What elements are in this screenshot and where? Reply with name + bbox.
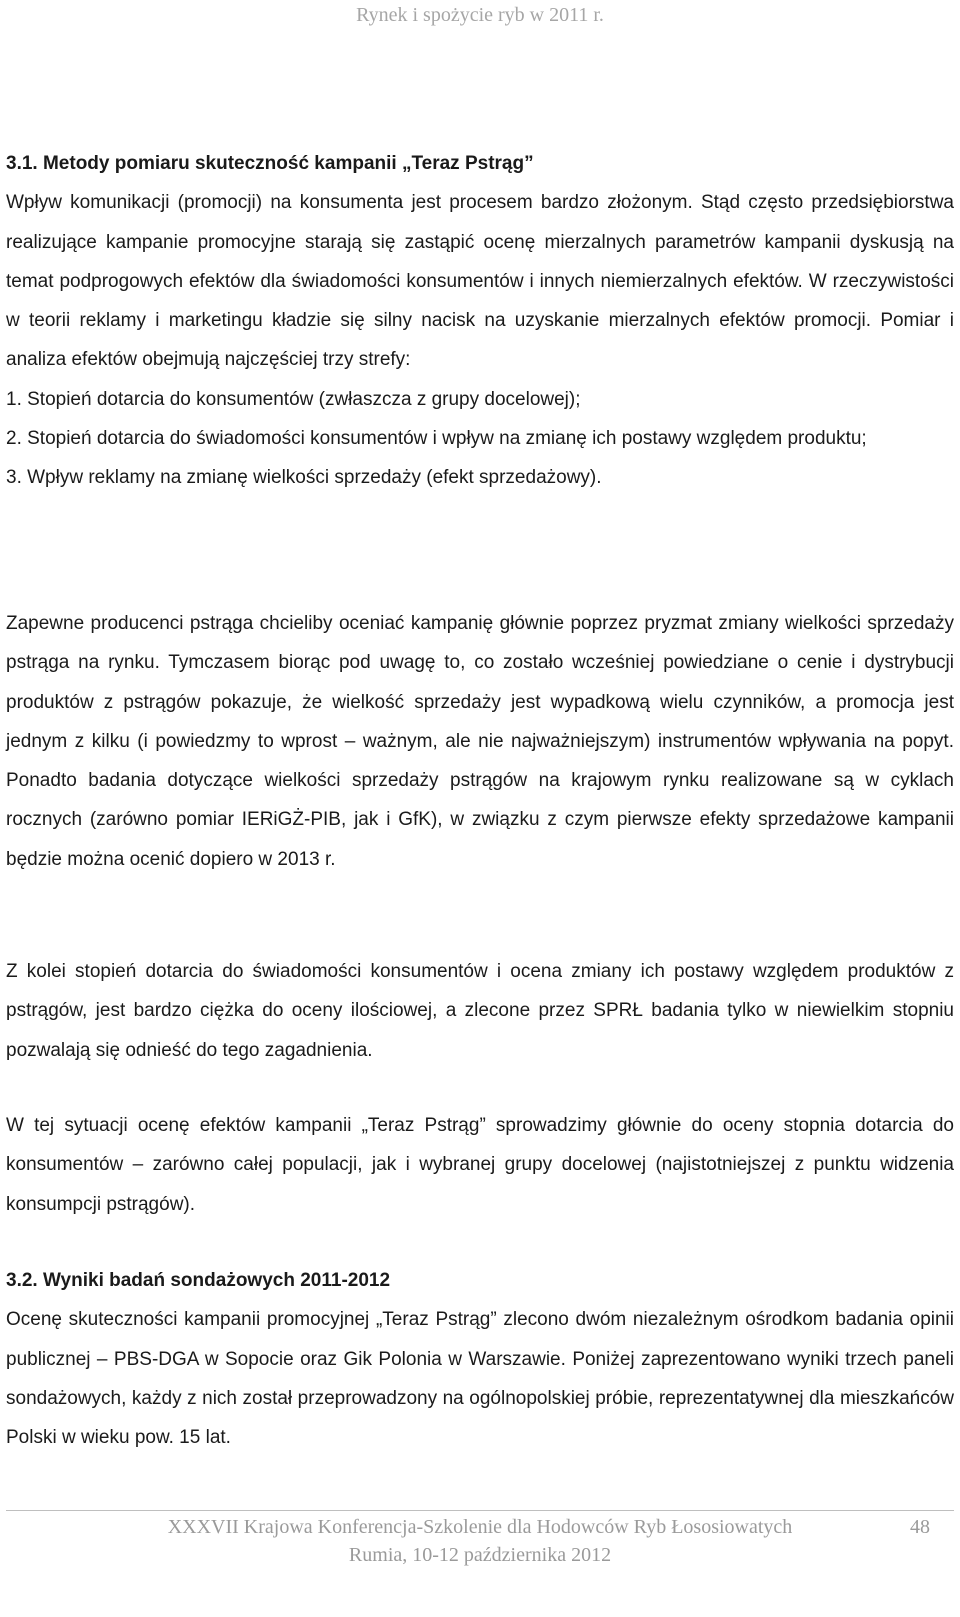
paragraph-text: Z kolei stopień dotarcia do świadomości konsumentów i ocena zmiany ich postawy względem produktów z pstrągów, jest bardzo ciężka do oceny ilościowej, a zlecone przez SPRŁ badania tylko w niewielkim stopniu pozwalają się odnieść do tego zagadnienia. (6, 961, 954, 1061)
running-footer (0, 1513, 960, 1569)
section-3-1 (6, 144, 954, 498)
footer-divider (6, 1510, 954, 1511)
list-item: 3. Wpływ reklamy na zmianę wielkości sprzedaży (efekt sprzedażowy). (6, 467, 602, 489)
paragraph (6, 1106, 954, 1224)
paragraph (6, 952, 954, 1070)
list-item: 2. Stopień dotarcia do świadomości konsumentów i wpływ na zmianę ich postawy względem produktu; (6, 428, 867, 450)
page-number: 48 (910, 1516, 930, 1538)
section-3-2 (6, 1261, 954, 1457)
running-header: Rynek i spożycie ryb w 2011 r. (356, 4, 604, 26)
paragraph (6, 604, 954, 879)
footer-place-date: Rumia, 10-12 października 2012 (348, 1544, 612, 1566)
footer-conference-name: XXXVII Krajowa Konferencja-Szkolenie dla Hodowców Ryb Łososiowatych (167, 1516, 793, 1538)
section-heading: 3.1. Metody pomiaru skuteczność kampanii „Teraz Pstrąg” (6, 153, 534, 174)
paragraph-text: Zapewne producenci pstrąga chcieliby oceniać kampanię głównie poprzez pryzmat zmiany wielkości sprzedaży pstrąga na rynku. Tymczasem biorąc pod uwagę to, co zostało wcześniej powiedziane o cenie i dystrybucji produktów z pstrągów pokazuje, że wielkość sprzedaży jest wypadkową wielu czynników, a promocja jest jednym z kilku (i powiedzmy to wprost – ważnym, ale nie najważniejszym) instrumentów wpływania na popyt. Ponadto badania dotyczące wielkości sprzedaży pstrągów na krajowym rynku realizowane są w cyklach rocznych (zarówno pomiar IERiGŻ-PIB, jak i GfK), w związku z czym pierwsze efekty sprzedażowe kampanii będzie można ocenić dopiero w 2013 r. (6, 613, 954, 870)
section-paragraph: Ocenę skuteczności kampanii promocyjnej „Teraz Pstrąg” zlecono dwóm niezależnym ośrodkom badania opinii publicznej – PBS-DGA w Sopocie oraz Gik Polonia w Warszawie. Poniżej zaprezentowano wyniki trzech paneli sondażowych, każdy z nich został przeprowadzony na ogólnopolskiej próbie, reprezentatywnej dla mieszkańców Polski w wieku pow. 15 lat. (6, 1309, 954, 1449)
section-heading: 3.2. Wyniki badań sondażowych 2011-2012 (6, 1270, 391, 1291)
paragraph-text: W tej sytuacji ocenę efektów kampanii „Teraz Pstrąg” sprowadzimy głównie do oceny stopnia dotarcia do konsumentów – zarówno całej populacji, jak i wybranej grupy docelowej (najistotniejszej z punktu widzenia konsumpcji pstrągów). (6, 1115, 954, 1215)
list-item: 1. Stopień dotarcia do konsumentów (zwłaszcza z grupy docelowej); (6, 388, 581, 410)
intro-paragraph: Wpływ komunikacji (promocji) na konsumenta jest procesem bardzo złożonym. Stąd często przedsiębiorstwa realizujące kampanie promocyjne starają się zastąpić ocenę mierzalnych parametrów kampanii dyskusją na temat podprogowych efektów dla świadomości konsumentów i innych niemierzalnych efektów. W rzeczywistości w teorii reklamy i marketingu kładzie się silny nacisk na uzyskanie mierzalnych efektów promocji. Pomiar i analiza efektów obejmują najczęściej trzy strefy: (6, 192, 954, 371)
